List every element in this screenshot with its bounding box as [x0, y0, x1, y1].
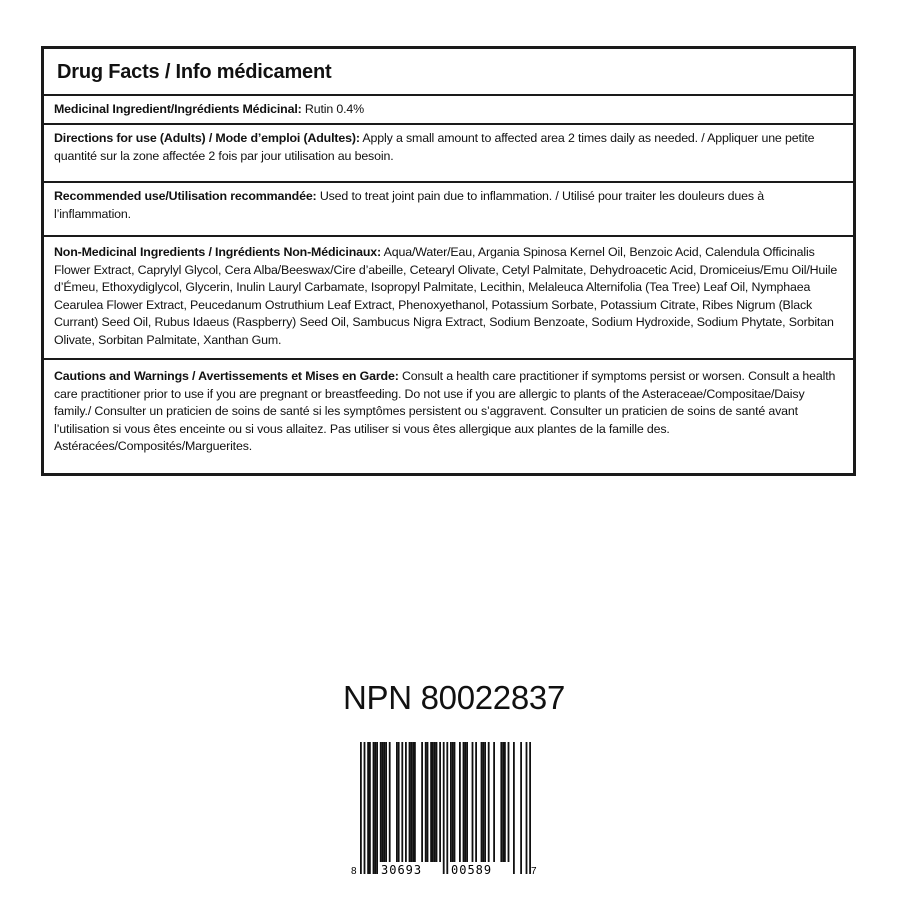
barcode-bar: [454, 742, 456, 862]
barcode-bar: [502, 742, 504, 862]
non-medicinal-ingredients-section: [44, 237, 853, 360]
barcode-bar: [529, 742, 531, 874]
barcode-bar: [383, 742, 385, 862]
directions-heading: Directions for use (Adults) / Mode d’emploi (Adultes):: [54, 131, 360, 145]
barcode-bar: [360, 742, 362, 874]
barcode-first-digit: 8: [351, 866, 357, 877]
barcode-bar: [396, 742, 398, 862]
cautions-heading: Cautions and Warnings / Avertissements et Mises en Garde:: [54, 369, 399, 383]
barcode-bar: [513, 742, 515, 874]
barcode-bar: [436, 742, 438, 862]
barcode-bar: [452, 742, 454, 862]
recommended-use-section: [44, 183, 853, 237]
barcode-bar: [421, 742, 423, 862]
barcode-bar: [488, 742, 490, 862]
barcode-bar: [520, 742, 522, 874]
barcode-bar: [463, 742, 465, 862]
barcode-bar: [427, 742, 429, 862]
cautions-text: Consult a health care practitioner if symptoms persist or worsen. Consult a health care practitioner prior to use if you are pregnant or breastfeeding. Do not use if you are allergic to plants of the Asteraceae/Compositae/Daisy family./ Consulter un praticien de soins de santé si les symptômes persistent ou s’aggravent. Consulter un praticien de soins de santé avant l’utilisation si vous êtes enceinte ou si vous allaitez. Pas utiliser si vous êtes allergique aux plantes de la famille des. Astéracées/Composités/Marguerites.: [54, 369, 836, 453]
barcode-bar: [443, 742, 445, 874]
barcode-right-digits: 00589: [451, 863, 493, 877]
barcode-bar: [389, 742, 391, 862]
recommended-use-heading: Recommended use/Utilisation recommandée:: [54, 189, 317, 203]
barcode-bar: [405, 742, 407, 862]
barcode-left-digits: 30693: [381, 863, 423, 877]
barcode-bar: [385, 742, 387, 862]
drug-facts-title: Drug Facts / Info médicament: [44, 49, 853, 96]
barcode-bar: [493, 742, 495, 862]
barcode-bar: [412, 742, 414, 862]
barcode-bar: [466, 742, 468, 862]
barcode-bar: [482, 742, 484, 862]
barcode-bar: [401, 742, 403, 862]
barcode-bar: [446, 742, 448, 874]
barcode-bar: [475, 742, 477, 862]
barcode-bar: [484, 742, 486, 862]
npn-number: NPN 80022837: [342, 679, 566, 716]
barcode-check-digit: 7: [531, 866, 537, 877]
barcode-bar: [425, 742, 427, 862]
barcode-bar: [367, 742, 369, 874]
directions-section: [44, 125, 853, 183]
barcode-bar: [504, 742, 506, 862]
barcode-bar: [409, 742, 411, 862]
barcode-bar: [472, 742, 474, 862]
non-medicinal-heading: Non-Medicinal Ingredients / Ingrédients Non-Médicinaux:: [54, 245, 382, 259]
barcode-bar: [376, 742, 378, 874]
barcode-bar: [500, 742, 502, 862]
directions-text: Apply a small amount to affected area 2 times daily as needed. / Appliquer une petite quantité sur la zone affectée 2 fois par jour utilisation au besoin.: [54, 131, 815, 163]
barcode-bar: [481, 742, 483, 862]
barcode-bar: [373, 742, 375, 874]
barcode: [344, 738, 544, 878]
barcode-bar: [450, 742, 452, 862]
barcode-bar: [439, 742, 441, 862]
barcode-bar: [374, 742, 376, 874]
medicinal-ingredient-text: Rutin 0.4%: [301, 102, 365, 116]
barcode-bar: [380, 742, 382, 862]
barcode-bar: [434, 742, 436, 862]
barcode-bar: [414, 742, 416, 862]
barcode-bar: [459, 742, 461, 862]
barcode-bar: [430, 742, 432, 862]
barcode-bar: [526, 742, 528, 874]
barcode-graphic: [344, 738, 544, 878]
medicinal-ingredient-section: [44, 96, 853, 125]
barcode-bar: [382, 742, 384, 862]
barcode-bar: [398, 742, 400, 862]
barcode-bar: [369, 742, 371, 874]
medicinal-ingredient-heading: Medicinal Ingredient/Ingrédients Médicinal:: [54, 102, 302, 116]
cautions-warnings-section: [44, 360, 853, 473]
non-medicinal-text: Aqua/Water/Eau, Argania Spinosa Kernel Oil, Benzoic Acid, Calendula Officinalis Flower Extract, Caprylyl Glycol, Cera Alba/Beeswax/Cire d’abeille, Cetearyl Olivate, Cetyl Palmitate, Dehydroacetic Acid, Dromiceius/Emu Oil/Huile d’Émeu, Ethoxydiglycol, Glycerin, Inulin Lauryl Carbamate, Isopropyl Palmitate, Lecithin, Melaleuca Alternifolia (Tea Tree) Leaf Oil, Nymphaea Cearulea Flower Extract, Peucedanum Ostruthium Leaf Extract, Phenoxyethanol, Potassium Sorbate, Potassium Citrate, Ribes Nigrum (Black Currant) Seed Oil, Rubus Idaeus (Raspberry) Seed Oil, Sambucus Nigra Extract, Sodium Benzoate, Sodium Hydroxide, Sodium Phytate, Sorbitan Olivate, Sorbitan Palmitate, Xanthan Gum.: [54, 245, 838, 347]
barcode-bar: [410, 742, 412, 862]
recommended-use-text: Used to treat joint pain due to inflammation. / Utilisé pour traiter les douleurs dues à l’inflammation.: [54, 189, 764, 221]
barcode-bar: [508, 742, 510, 862]
barcode-bar: [432, 742, 434, 862]
drug-facts-panel: [41, 46, 856, 476]
barcode-bar: [464, 742, 466, 862]
barcode-bar: [364, 742, 366, 874]
